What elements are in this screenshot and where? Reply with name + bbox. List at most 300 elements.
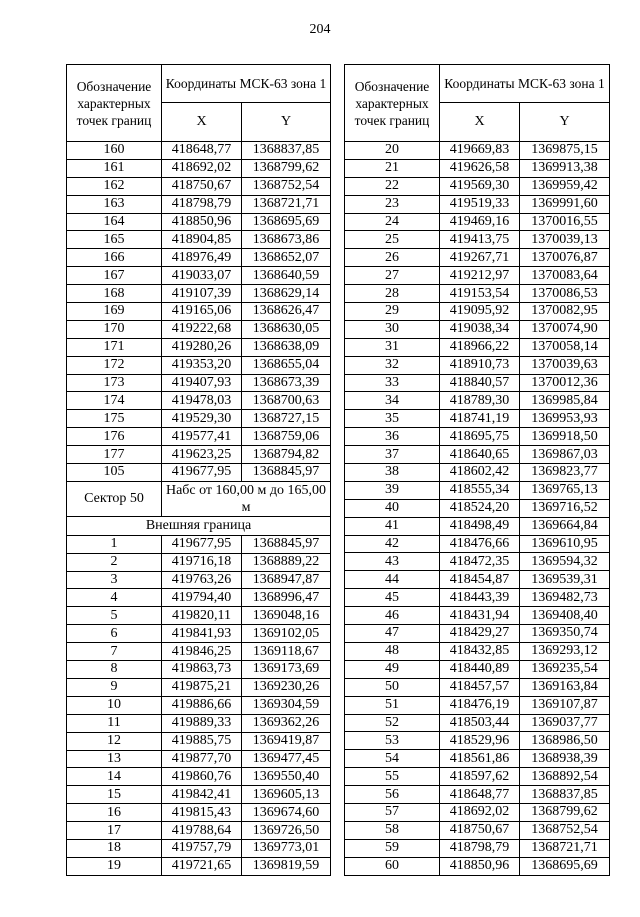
x-cell: 418910,73 [440, 356, 520, 374]
table-row [345, 857, 610, 875]
table-row [345, 839, 610, 857]
y-cell: 1369107,87 [520, 696, 610, 714]
point-id-cell: 16 [67, 804, 162, 822]
y-cell: 1370016,55 [520, 213, 610, 231]
point-id-cell: 21 [345, 159, 440, 177]
table-row [345, 285, 610, 303]
x-cell: 418498,49 [440, 517, 520, 535]
table-row [345, 517, 610, 535]
x-cell: 418457,57 [440, 678, 520, 696]
table-row [67, 213, 331, 231]
y-cell: 1369594,32 [520, 553, 610, 571]
y-cell: 1369605,13 [242, 786, 331, 804]
table-row [67, 410, 331, 428]
x-cell: 418750,67 [440, 821, 520, 839]
x-cell: 419033,07 [162, 267, 242, 285]
point-id-cell: 48 [345, 642, 440, 660]
left-rows-a [67, 142, 331, 482]
table-row [67, 320, 331, 338]
page-number: 204 [309, 22, 331, 37]
point-id-cell: 47 [345, 625, 440, 643]
table-row [345, 625, 610, 643]
x-cell: 418692,02 [440, 803, 520, 821]
table-row [67, 661, 331, 679]
table-row [67, 446, 331, 464]
y-cell: 1369230,26 [242, 678, 331, 696]
y-cell: 1369293,12 [520, 642, 610, 660]
table-row [67, 428, 331, 446]
y-cell: 1369867,03 [520, 446, 610, 464]
y-cell: 1368695,69 [242, 213, 331, 231]
point-id-cell: 29 [345, 303, 440, 321]
point-id-cell: 172 [67, 356, 162, 374]
table-row [345, 714, 610, 732]
x-cell: 418555,34 [440, 481, 520, 499]
x-cell: 418976,49 [162, 249, 242, 267]
y-cell: 1368638,09 [242, 338, 331, 356]
point-id-cell: 9 [67, 678, 162, 696]
y-cell: 1369985,84 [520, 392, 610, 410]
table-row [67, 159, 331, 177]
x-cell: 418476,19 [440, 696, 520, 714]
table-row [345, 821, 610, 839]
x-cell: 418597,62 [440, 768, 520, 786]
point-id-cell: 41 [345, 517, 440, 535]
y-cell: 1369913,38 [520, 159, 610, 177]
y-cell: 1370039,13 [520, 231, 610, 249]
x-cell: 419815,43 [162, 804, 242, 822]
y-cell: 1368889,22 [242, 553, 331, 571]
x-cell: 419885,75 [162, 732, 242, 750]
y-cell: 1368629,14 [242, 285, 331, 303]
x-cell: 418692,02 [162, 159, 242, 177]
x-cell: 419212,97 [440, 267, 520, 285]
coordinates-table-left [66, 64, 331, 876]
point-id-cell: 60 [345, 857, 440, 875]
x-cell: 418966,22 [440, 338, 520, 356]
x-cell: 419407,93 [162, 374, 242, 392]
table-row [67, 571, 331, 589]
table-row [67, 625, 331, 643]
point-id-cell: 36 [345, 428, 440, 446]
y-cell: 1369037,77 [520, 714, 610, 732]
point-id-cell: 175 [67, 410, 162, 428]
x-cell: 419153,54 [440, 285, 520, 303]
y-cell: 1370082,95 [520, 303, 610, 321]
y-cell: 1369716,52 [520, 499, 610, 517]
y-cell: 1369163,84 [520, 678, 610, 696]
x-cell: 418850,96 [162, 213, 242, 231]
x-cell: 419038,34 [440, 320, 520, 338]
y-cell: 1368630,05 [242, 320, 331, 338]
table-row [67, 392, 331, 410]
y-cell: 1368655,04 [242, 356, 331, 374]
x-cell: 418798,79 [162, 195, 242, 213]
y-cell: 1369726,50 [242, 822, 331, 840]
point-id-cell: 50 [345, 678, 440, 696]
point-id-cell: 3 [67, 571, 162, 589]
x-cell: 419478,03 [162, 392, 242, 410]
point-id-cell: 105 [67, 464, 162, 482]
table-row [67, 195, 331, 213]
y-cell: 1368727,15 [242, 410, 331, 428]
header-point-label: Обозначение характерных точек границ [345, 65, 440, 142]
y-cell: 1368947,87 [242, 571, 331, 589]
point-id-cell: 51 [345, 696, 440, 714]
point-id-cell: 26 [345, 249, 440, 267]
y-cell: 1368892,54 [520, 768, 610, 786]
left-rows-b [67, 535, 331, 875]
x-cell: 418472,35 [440, 553, 520, 571]
table-row [67, 303, 331, 321]
point-id-cell: 34 [345, 392, 440, 410]
y-cell: 1369362,26 [242, 714, 331, 732]
table-row [67, 338, 331, 356]
table-row [67, 464, 331, 482]
point-id-cell: 35 [345, 410, 440, 428]
point-id-cell: 55 [345, 768, 440, 786]
x-cell: 418695,75 [440, 428, 520, 446]
x-cell: 419577,41 [162, 428, 242, 446]
x-cell: 419820,11 [162, 607, 242, 625]
point-id-cell: 45 [345, 589, 440, 607]
y-cell: 1368938,39 [520, 750, 610, 768]
x-cell: 418602,42 [440, 464, 520, 482]
point-id-cell: 167 [67, 267, 162, 285]
y-cell: 1369408,40 [520, 607, 610, 625]
y-cell: 1368626,47 [242, 303, 331, 321]
x-cell: 419626,58 [440, 159, 520, 177]
y-cell: 1368845,97 [242, 464, 331, 482]
table-row [345, 803, 610, 821]
point-id-cell: 2 [67, 553, 162, 571]
x-cell: 419095,92 [440, 303, 520, 321]
x-cell: 418440,89 [440, 660, 520, 678]
point-id-cell: 49 [345, 660, 440, 678]
point-id-cell: 168 [67, 285, 162, 303]
table-row [67, 285, 331, 303]
point-id-cell: 25 [345, 231, 440, 249]
table-row [345, 571, 610, 589]
point-id-cell: 166 [67, 249, 162, 267]
table-row [67, 231, 331, 249]
table-row [345, 320, 610, 338]
point-id-cell: 37 [345, 446, 440, 464]
y-cell: 1369173,69 [242, 661, 331, 679]
table-row [345, 607, 610, 625]
table-row [345, 249, 610, 267]
x-cell: 418789,30 [440, 392, 520, 410]
table-row [345, 786, 610, 804]
table-row [345, 213, 610, 231]
point-id-cell: 54 [345, 750, 440, 768]
x-cell: 419569,30 [440, 177, 520, 195]
point-id-cell: 19 [67, 857, 162, 875]
y-cell: 1368986,50 [520, 732, 610, 750]
table-row [67, 804, 331, 822]
y-cell: 1369477,45 [242, 750, 331, 768]
x-cell: 418432,85 [440, 642, 520, 660]
y-cell: 1368752,54 [520, 821, 610, 839]
point-id-cell: 174 [67, 392, 162, 410]
right-rows [345, 142, 610, 876]
point-id-cell: 46 [345, 607, 440, 625]
table-row [345, 499, 610, 517]
table-row [67, 249, 331, 267]
y-cell: 1369102,05 [242, 625, 331, 643]
y-cell: 1369953,93 [520, 410, 610, 428]
point-id-cell: 32 [345, 356, 440, 374]
point-id-cell: 33 [345, 374, 440, 392]
x-cell: 419721,65 [162, 857, 242, 875]
point-id-cell: 20 [345, 142, 440, 160]
table-row [67, 857, 331, 875]
x-cell: 418850,96 [440, 857, 520, 875]
point-id-cell: 53 [345, 732, 440, 750]
table-row [67, 374, 331, 392]
y-cell: 1368837,85 [242, 142, 331, 160]
x-cell: 418904,85 [162, 231, 242, 249]
point-id-cell: 52 [345, 714, 440, 732]
x-cell: 418648,77 [162, 142, 242, 160]
point-id-cell: 177 [67, 446, 162, 464]
header-coords-label: Координаты МСК-63 зона 1 [162, 65, 331, 103]
table-row [345, 553, 610, 571]
y-cell: 1369539,31 [520, 571, 610, 589]
x-cell: 419757,79 [162, 839, 242, 857]
point-id-cell: 162 [67, 177, 162, 195]
table-row [67, 696, 331, 714]
y-cell: 1368640,59 [242, 267, 331, 285]
x-cell: 419863,73 [162, 661, 242, 679]
x-cell: 419794,40 [162, 589, 242, 607]
table-row [67, 607, 331, 625]
x-cell: 418431,94 [440, 607, 520, 625]
point-id-cell: 1 [67, 535, 162, 553]
y-cell: 1369664,84 [520, 517, 610, 535]
table-row [345, 481, 610, 499]
y-cell: 1369875,15 [520, 142, 610, 160]
table-row [345, 195, 610, 213]
y-cell: 1369350,74 [520, 625, 610, 643]
table-row [345, 410, 610, 428]
table-row [345, 732, 610, 750]
x-cell: 418798,79 [440, 839, 520, 857]
table-row [67, 786, 331, 804]
y-cell: 1369765,13 [520, 481, 610, 499]
y-cell: 1370086,53 [520, 285, 610, 303]
x-cell: 419842,41 [162, 786, 242, 804]
y-cell: 1370058,14 [520, 338, 610, 356]
table-row [67, 732, 331, 750]
x-cell: 419841,93 [162, 625, 242, 643]
x-cell: 419519,33 [440, 195, 520, 213]
point-id-cell: 44 [345, 571, 440, 589]
x-cell: 419353,20 [162, 356, 242, 374]
y-cell: 1370074,90 [520, 320, 610, 338]
header-coords-label: Координаты МСК-63 зона 1 [440, 65, 610, 103]
point-id-cell: 27 [345, 267, 440, 285]
point-id-cell: 56 [345, 786, 440, 804]
x-cell: 418529,96 [440, 732, 520, 750]
x-cell: 419280,26 [162, 338, 242, 356]
x-cell: 418640,65 [440, 446, 520, 464]
x-cell: 418503,44 [440, 714, 520, 732]
y-cell: 1368700,63 [242, 392, 331, 410]
point-id-cell: 24 [345, 213, 440, 231]
x-cell: 419886,66 [162, 696, 242, 714]
y-cell: 1370039,63 [520, 356, 610, 374]
table-row [345, 374, 610, 392]
table-row [67, 177, 331, 195]
point-id-cell: 10 [67, 696, 162, 714]
point-id-cell: 43 [345, 553, 440, 571]
table-row [345, 446, 610, 464]
y-cell: 1369235,54 [520, 660, 610, 678]
table-row [345, 392, 610, 410]
y-cell: 1368752,54 [242, 177, 331, 195]
y-cell: 1369674,60 [242, 804, 331, 822]
x-cell: 418443,39 [440, 589, 520, 607]
point-id-cell: 164 [67, 213, 162, 231]
y-cell: 1369610,95 [520, 535, 610, 553]
point-id-cell: 22 [345, 177, 440, 195]
table-row [345, 768, 610, 786]
y-cell: 1368996,47 [242, 589, 331, 607]
table-row [67, 678, 331, 696]
table-row [67, 589, 331, 607]
y-cell: 1369773,01 [242, 839, 331, 857]
point-id-cell: 173 [67, 374, 162, 392]
header-point-label: Обозначение характерных точек границ [67, 65, 162, 142]
point-id-cell: 39 [345, 481, 440, 499]
point-id-cell: 23 [345, 195, 440, 213]
point-id-cell: 28 [345, 285, 440, 303]
table-row [345, 678, 610, 696]
point-id-cell: 13 [67, 750, 162, 768]
y-cell: 1368721,71 [242, 195, 331, 213]
point-id-cell: 15 [67, 786, 162, 804]
table-row [67, 714, 331, 732]
y-cell: 1368721,71 [520, 839, 610, 857]
y-cell: 1369819,59 [242, 857, 331, 875]
x-cell: 418454,87 [440, 571, 520, 589]
y-cell: 1369991,60 [520, 195, 610, 213]
point-id-cell: 30 [345, 320, 440, 338]
table-row [67, 750, 331, 768]
y-cell: 1368845,97 [242, 535, 331, 553]
y-cell: 1368673,86 [242, 231, 331, 249]
x-cell: 419623,25 [162, 446, 242, 464]
x-cell: 419529,30 [162, 410, 242, 428]
table-row [67, 553, 331, 571]
table-row [345, 464, 610, 482]
y-cell: 1370083,64 [520, 267, 610, 285]
table-row [345, 303, 610, 321]
table-row [345, 159, 610, 177]
y-cell: 1370012,36 [520, 374, 610, 392]
x-cell: 419267,71 [440, 249, 520, 267]
table-row [67, 142, 331, 160]
point-id-cell: 38 [345, 464, 440, 482]
point-id-cell: 12 [67, 732, 162, 750]
y-cell: 1368837,85 [520, 786, 610, 804]
sector-label: Сектор 50 [67, 481, 162, 516]
x-cell: 419763,26 [162, 571, 242, 589]
y-cell: 1368759,06 [242, 428, 331, 446]
y-cell: 1370076,87 [520, 249, 610, 267]
x-cell: 419860,76 [162, 768, 242, 786]
x-cell: 419875,21 [162, 678, 242, 696]
point-id-cell: 169 [67, 303, 162, 321]
table-row [345, 267, 610, 285]
y-cell: 1368799,62 [242, 159, 331, 177]
x-cell: 419716,18 [162, 553, 242, 571]
x-cell: 419677,95 [162, 464, 242, 482]
x-cell: 419107,39 [162, 285, 242, 303]
y-cell: 1368799,62 [520, 803, 610, 821]
x-cell: 419846,25 [162, 643, 242, 661]
table-row [345, 177, 610, 195]
y-cell: 1368673,39 [242, 374, 331, 392]
x-cell: 419788,64 [162, 822, 242, 840]
table-row [67, 643, 331, 661]
x-cell: 418429,27 [440, 625, 520, 643]
y-cell: 1369918,50 [520, 428, 610, 446]
table-row [345, 535, 610, 553]
point-id-cell: 40 [345, 499, 440, 517]
table-row [67, 267, 331, 285]
point-id-cell: 160 [67, 142, 162, 160]
point-id-cell: 7 [67, 643, 162, 661]
x-cell: 419469,16 [440, 213, 520, 231]
point-id-cell: 165 [67, 231, 162, 249]
table-row [345, 696, 610, 714]
y-cell: 1369118,67 [242, 643, 331, 661]
point-id-cell: 57 [345, 803, 440, 821]
sector-section [67, 481, 331, 535]
y-cell: 1369823,77 [520, 464, 610, 482]
point-id-cell: 4 [67, 589, 162, 607]
y-cell: 1369048,16 [242, 607, 331, 625]
y-cell: 1368652,07 [242, 249, 331, 267]
point-id-cell: 8 [67, 661, 162, 679]
point-id-cell: 161 [67, 159, 162, 177]
x-cell: 419165,06 [162, 303, 242, 321]
point-id-cell: 31 [345, 338, 440, 356]
header-x: X [162, 103, 242, 142]
table-row [67, 839, 331, 857]
x-cell: 418741,19 [440, 410, 520, 428]
x-cell: 419222,68 [162, 320, 242, 338]
table-row [345, 660, 610, 678]
header-y: Y [520, 103, 610, 142]
x-cell: 418840,57 [440, 374, 520, 392]
y-cell: 1369304,59 [242, 696, 331, 714]
point-id-cell: 163 [67, 195, 162, 213]
point-id-cell: 42 [345, 535, 440, 553]
point-id-cell: 176 [67, 428, 162, 446]
point-id-cell: 17 [67, 822, 162, 840]
y-cell: 1368695,69 [520, 857, 610, 875]
outer-boundary-label: Внешняя граница [67, 516, 331, 535]
x-cell: 419669,83 [440, 142, 520, 160]
y-cell: 1369550,40 [242, 768, 331, 786]
point-id-cell: 170 [67, 320, 162, 338]
coordinates-table-right [344, 64, 610, 876]
y-cell: 1368794,82 [242, 446, 331, 464]
y-cell: 1369482,73 [520, 589, 610, 607]
